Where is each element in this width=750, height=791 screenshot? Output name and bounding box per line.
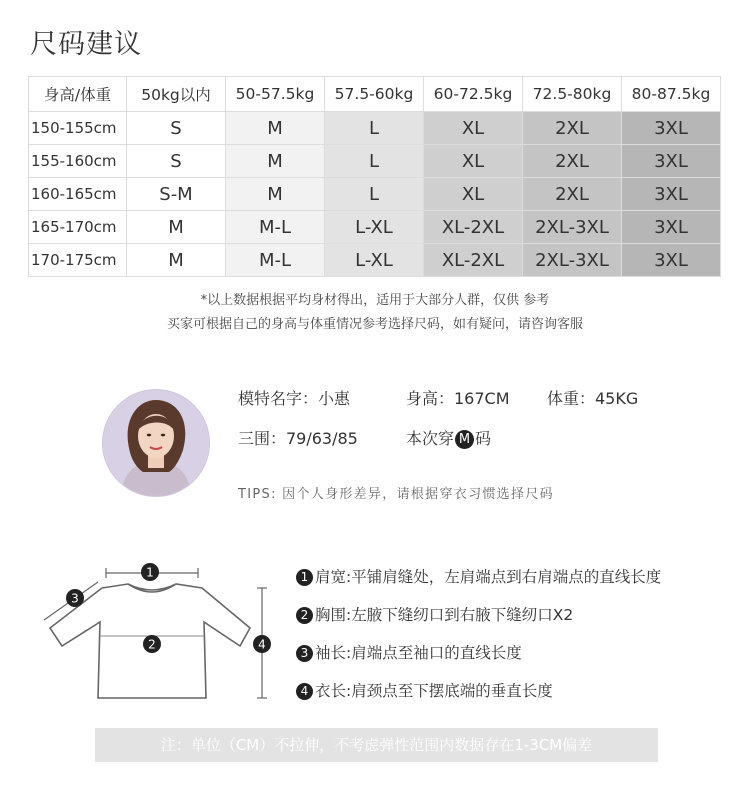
model-wears-size	[406, 426, 491, 449]
size-cell: S	[127, 112, 226, 145]
size-cell: M	[127, 211, 226, 244]
measure-note-text: 衣长:肩颈点至下摆底端的垂直长度	[315, 682, 553, 700]
size-cell: M	[226, 145, 325, 178]
size-cell: L	[325, 145, 424, 178]
wears-suffix: 码	[475, 429, 492, 448]
size-cell: 3XL	[622, 112, 721, 145]
size-cell: M	[127, 244, 226, 277]
svg-text:2: 2	[148, 637, 156, 652]
header-cell: 60-72.5kg	[424, 77, 523, 112]
size-cell: 2XL	[523, 178, 622, 211]
size-cell: 2XL	[523, 112, 622, 145]
header-cell: 身高/体重	[29, 77, 127, 112]
model-height: 身高：167CM	[406, 389, 510, 408]
header-cell: 72.5-80kg	[523, 77, 622, 112]
tips-text: TIPS: 因个人身形差异，请根据穿衣习惯选择尺码	[238, 487, 554, 502]
row-height-label: 150-155cm	[29, 112, 127, 145]
size-cell: L	[325, 178, 424, 211]
row-height-label: 160-165cm	[29, 178, 127, 211]
size-cell: M-L	[226, 244, 325, 277]
header-cell: 80-87.5kg	[622, 77, 721, 112]
size-cell: 2XL	[523, 145, 622, 178]
model-name: 模特名字：小惠	[238, 389, 351, 408]
size-cell: 2XL-3XL	[523, 244, 622, 277]
size-cell: 3XL	[622, 178, 721, 211]
size-cell: XL	[424, 145, 523, 178]
measure-note-text: 袖长:肩端点至袖口的直线长度	[315, 644, 522, 662]
number-badge: 4	[296, 683, 313, 700]
row-height-label: 155-160cm	[29, 145, 127, 178]
model-avatar	[102, 389, 210, 497]
size-cell: M	[226, 112, 325, 145]
size-cell: S-M	[127, 178, 226, 211]
table-row	[29, 112, 721, 145]
measure-note-shoulder	[296, 565, 661, 587]
model-measurements: 三围：79/63/85	[238, 429, 358, 448]
size-cell: XL-2XL	[424, 244, 523, 277]
marker-2-icon	[143, 635, 161, 653]
size-cell: 3XL	[622, 145, 721, 178]
svg-text:1: 1	[146, 565, 154, 580]
size-badge: M	[455, 430, 474, 449]
svg-text:3: 3	[71, 591, 79, 606]
size-cell: XL-2XL	[424, 211, 523, 244]
page-title: 尺码建议	[30, 29, 142, 60]
measure-note-sleeve	[296, 641, 522, 663]
table-row	[29, 178, 721, 211]
row-height-label: 165-170cm	[29, 211, 127, 244]
svg-text:4: 4	[258, 637, 266, 652]
size-cell: M	[226, 178, 325, 211]
size-cell: 2XL-3XL	[523, 211, 622, 244]
table-row	[29, 244, 721, 277]
marker-3-icon	[66, 589, 84, 607]
header-cell: 50-57.5kg	[226, 77, 325, 112]
header-cell: 50kg以内	[127, 77, 226, 112]
number-badge: 3	[296, 645, 313, 662]
footer-note: 注：单位（CM）不拉伸，不考虑弹性范围内数据存在1-3CM偏差	[95, 728, 658, 762]
size-cell: 3XL	[622, 244, 721, 277]
size-cell: L	[325, 112, 424, 145]
marker-4-icon	[253, 635, 271, 653]
table-header-row	[29, 77, 721, 112]
table-row	[29, 145, 721, 178]
number-badge: 2	[296, 607, 313, 624]
number-badge: 1	[296, 569, 313, 586]
measure-note-text: 肩宽:平铺肩缝处，左肩端点到右肩端点的直线长度	[315, 568, 662, 586]
size-chart-table	[28, 76, 721, 277]
disclaimer-note: *以上数据根据平均身材得出，适用于大部分人群，仅供 参考	[200, 293, 550, 308]
size-cell: S	[127, 145, 226, 178]
size-cell: XL	[424, 178, 523, 211]
size-cell: XL	[424, 112, 523, 145]
model-portrait-icon	[103, 390, 209, 496]
size-cell: 3XL	[622, 211, 721, 244]
marker-1-icon	[141, 563, 159, 581]
model-weight: 体重：45KG	[547, 389, 639, 408]
garment-measure-diagram	[40, 556, 280, 706]
size-cell: L-XL	[325, 211, 424, 244]
header-cell: 57.5-60kg	[325, 77, 424, 112]
measure-note-text: 胸围:左腋下缝纫口到右腋下缝纫口X2	[315, 606, 574, 624]
row-height-label: 170-175cm	[29, 244, 127, 277]
table-row	[29, 211, 721, 244]
disclaimer-note: 买家可根据自己的身高与体重情况参考选择尺码，如有疑问，请咨询客服	[166, 317, 583, 332]
measure-note-length	[296, 679, 553, 701]
size-cell: M-L	[226, 211, 325, 244]
size-cell: L-XL	[325, 244, 424, 277]
wears-prefix: 本次穿	[406, 429, 455, 448]
measure-note-chest	[296, 603, 573, 625]
